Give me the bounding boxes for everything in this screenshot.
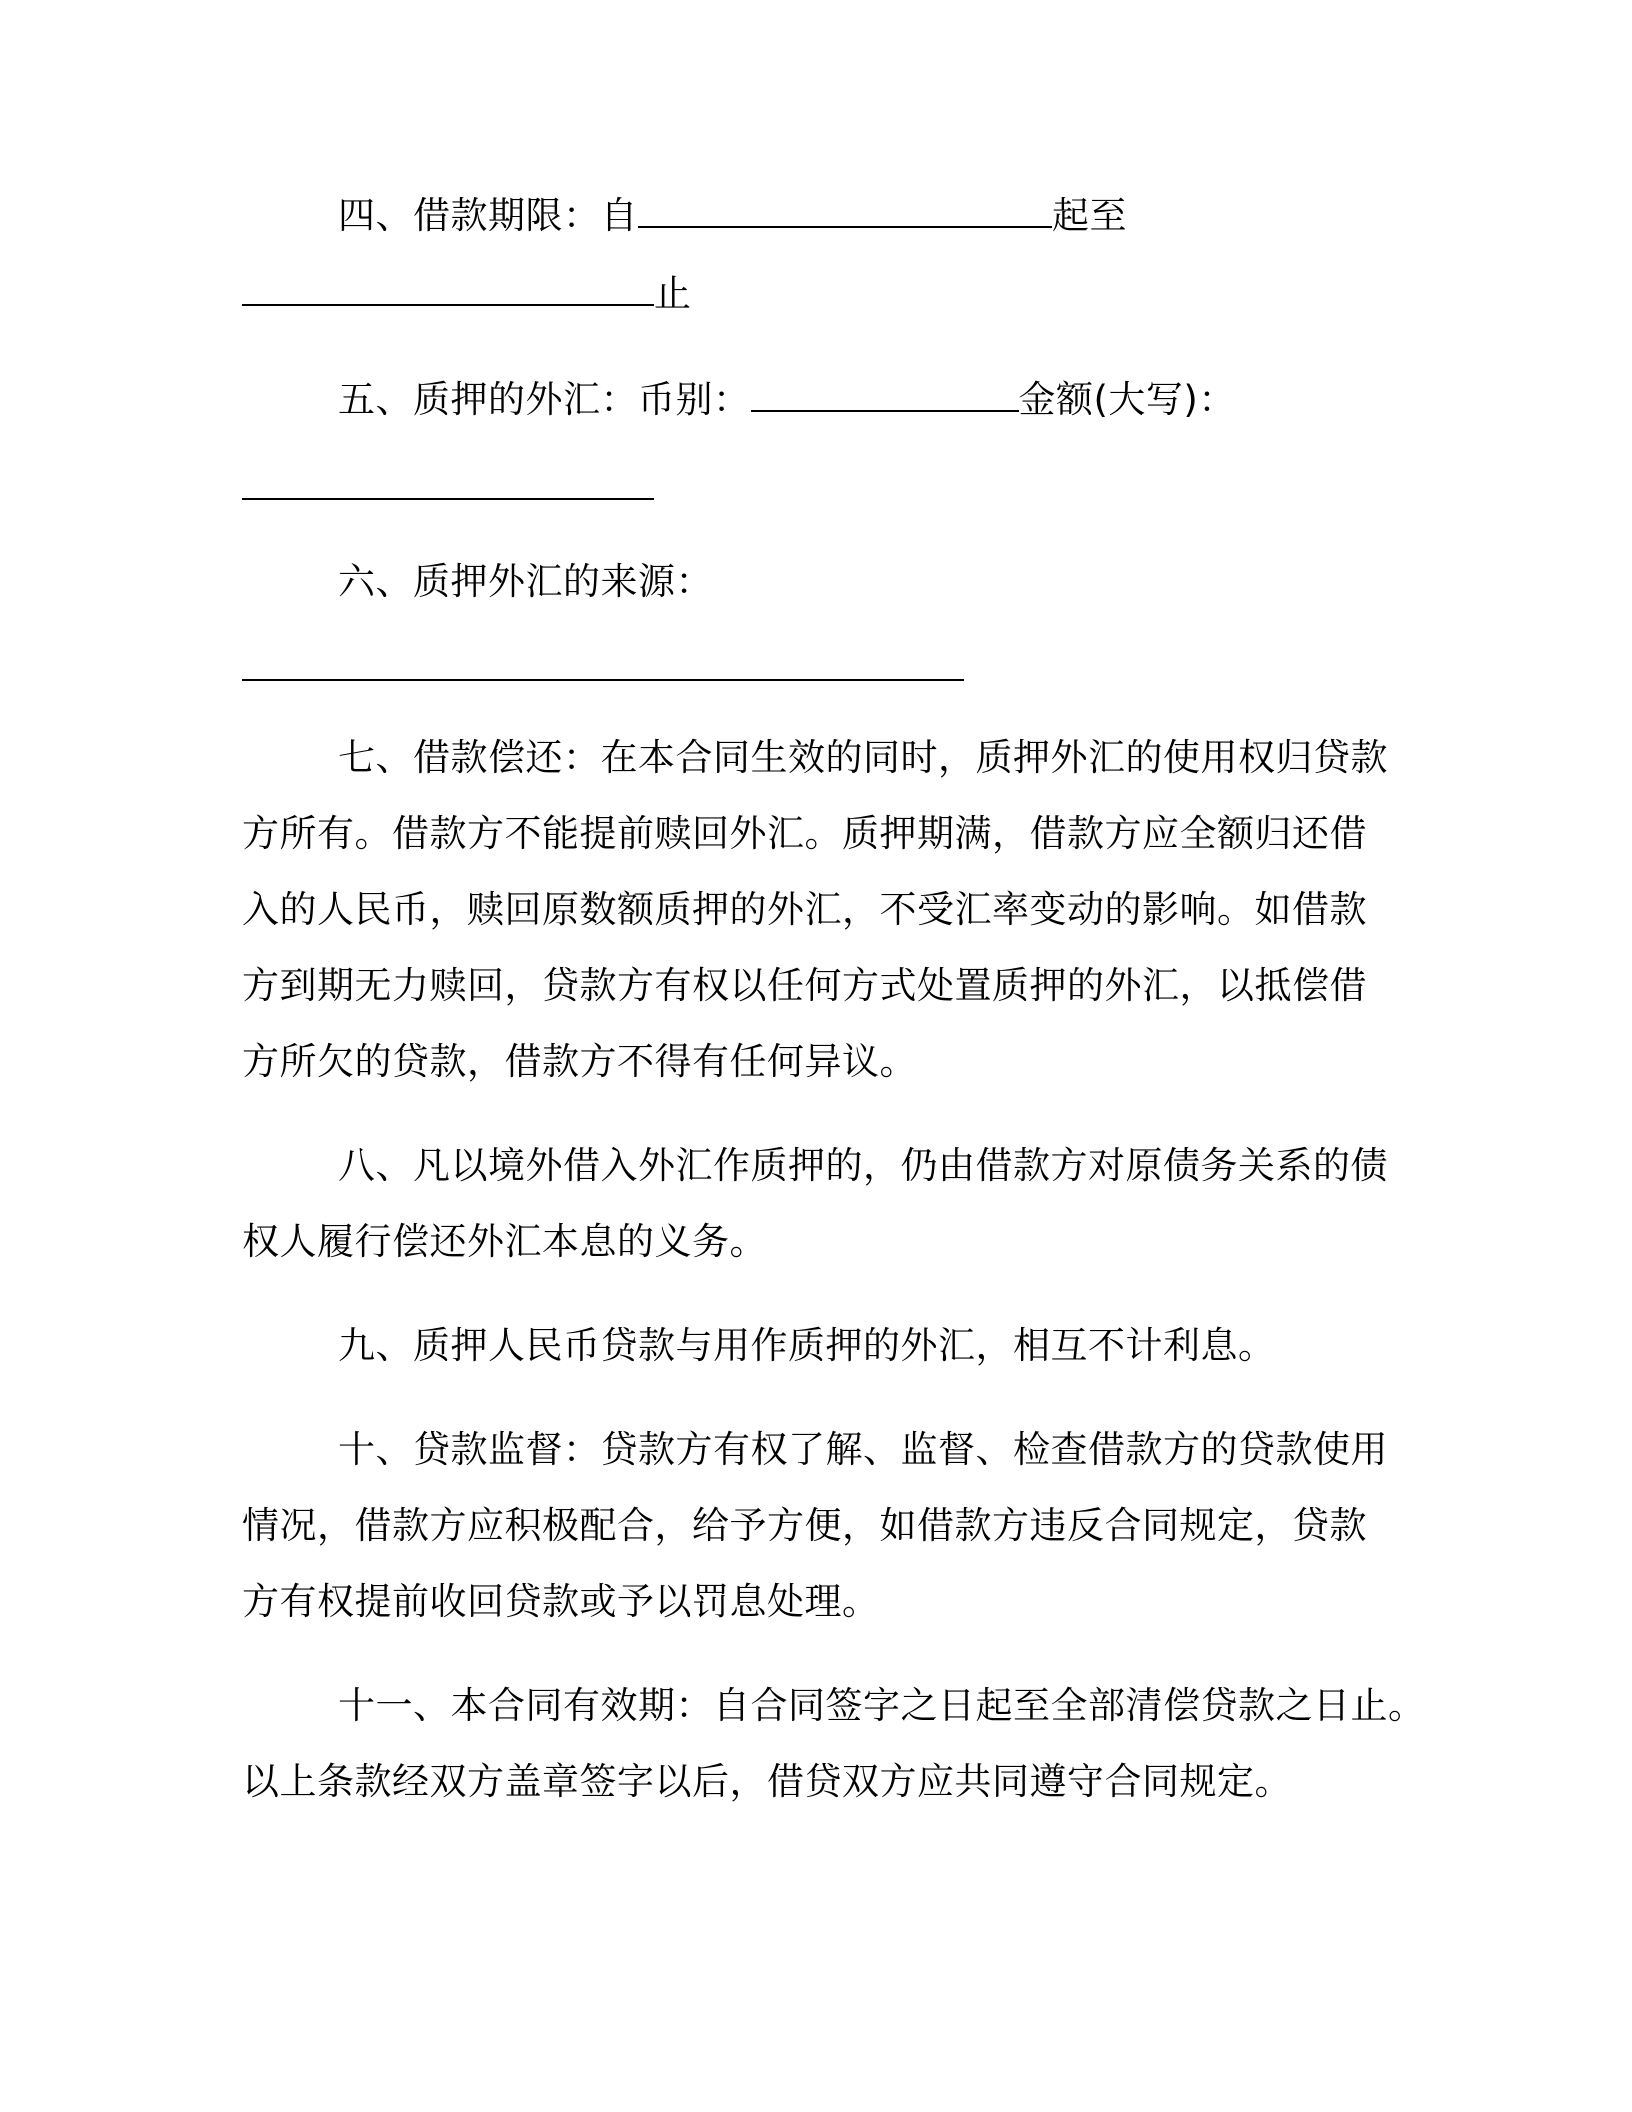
clause-6-line-1: [338, 556, 713, 608]
clause-4-label: 四、借款期限：自: [338, 194, 638, 237]
clause-4-line-1: [338, 190, 1127, 242]
clause-4-end: 止: [654, 272, 692, 315]
clause-8-line-1: 八、凡以境外借入外汇作质押的，仍由借款方对原债务关系的债: [338, 1144, 1388, 1187]
clause-8-line-2: 权人履行偿还外汇本息的义务。: [242, 1220, 767, 1263]
clause-10-line-2: 情况，借款方应积极配合，给予方便，如借款方违反合同规定，贷款: [242, 1504, 1367, 1547]
end-date-blank[interactable]: [242, 268, 654, 306]
clause-11-line-1: 十一、本合同有效期：自合同签字之日起至全部清偿贷款之日止。: [338, 1684, 1426, 1727]
clause-5-label: 五、质押的外汇：币别：: [338, 378, 751, 421]
clause-4-mid: 起至: [1052, 194, 1127, 237]
clause-11-line-2: 以上条款经双方盖章签字以后，借贷双方应共同遵守合同规定。: [242, 1760, 1292, 1803]
clause-9-line-1: 九、质押人民币贷款与用作质押的外汇，相互不计利息。: [338, 1324, 1276, 1367]
clause-4-line-2: [242, 268, 692, 320]
clause-10-line-3: 方有权提前收回贷款或予以罚息处理。: [242, 1580, 880, 1623]
source-blank[interactable]: [242, 677, 964, 681]
clause-7-line-2: 方所有。借款方不能提前赎回外汇。质押期满，借款方应全额归还借: [242, 812, 1367, 855]
clause-5-line-1: [338, 374, 1236, 426]
currency-blank[interactable]: [751, 374, 1019, 412]
clause-7-line-5: 方所欠的贷款，借款方不得有任何异议。: [242, 1040, 917, 1083]
clause-7-line-3: 入的人民币，赎回原数额质押的外汇，不受汇率变动的影响。如借款: [242, 888, 1367, 931]
clause-7-line-4: 方到期无力赎回，贷款方有权以任何方式处置质押的外汇，以抵偿借: [242, 964, 1367, 1007]
clause-6-label: 六、质押外汇的来源：: [338, 560, 713, 603]
clause-5-mid: 金额(大写)：: [1018, 378, 1236, 421]
start-date-blank[interactable]: [638, 190, 1052, 228]
amount-blank[interactable]: [242, 496, 654, 500]
clause-10-line-1: 十、贷款监督：贷款方有权了解、监督、检查借款方的贷款使用: [338, 1428, 1388, 1471]
clause-7-line-1: 七、借款偿还：在本合同生效的同时，质押外汇的使用权归贷款: [338, 736, 1388, 779]
